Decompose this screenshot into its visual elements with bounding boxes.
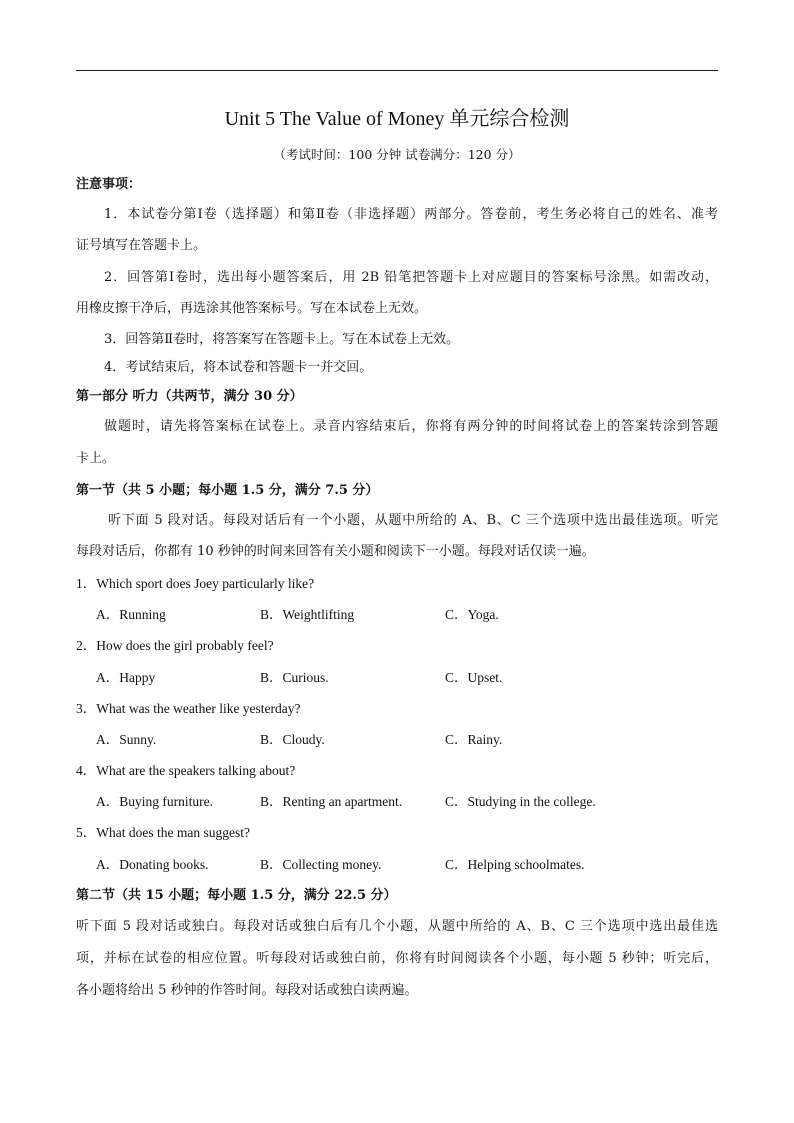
- question-5-stem: 5．What does the man suggest?: [76, 825, 250, 840]
- question-2-stem: 2．How does the girl probably feel?: [76, 638, 274, 653]
- section1-heading: 第一节（共 5 小题；每小题 1.5 分，满分 7.5 分）: [76, 483, 379, 498]
- header-rule: [76, 70, 718, 71]
- question-3-stem: 3．What was the weather like yesterday?: [76, 701, 301, 716]
- question-3-option-a: A．Sunny.: [96, 732, 157, 747]
- question-2-option-b: B．Curious.: [260, 670, 329, 685]
- question-3-option-c: C．Rainy.: [445, 732, 503, 747]
- part1-heading: 第一部分 听力（共两节，满分 30 分）: [76, 389, 303, 404]
- section1-intro-line-1: 听下面 5 段对话。每段对话后有一个小题，从题中所给的 A、B、C 三个选项中选出最佳选项。听完: [108, 513, 718, 528]
- question-1-option-b: B．Weightlifting: [260, 607, 355, 622]
- notice-item-3: 3．回答第Ⅱ卷时，将答案写在答题卡上。写在本试卷上无效。: [104, 332, 460, 347]
- section2-intro-line-3: 各小题将给出 5 秒钟的作答时间。每段对话或独白读两遍。: [76, 983, 418, 998]
- section1-intro-line-2: 每段对话后，你都有 10 秒钟的时间来回答有关小题和阅读下一小题。每段对话仅读一遍。: [76, 544, 595, 559]
- notice-item-2-line-1: 2．回答第Ⅰ卷时，选出每小题答案后，用 2B 铅笔把答题卡上对应题目的答案标号涂黑。如需改动，: [104, 270, 718, 285]
- question-4-option-c: C．Studying in the college.: [445, 794, 596, 809]
- notice-item-1-line-2: 证号填写在答题卡上。: [76, 238, 207, 253]
- question-4-option-a: A．Buying furniture.: [96, 794, 213, 809]
- notice-item-1-line-1: 1．本试卷分第Ⅰ卷（选择题）和第Ⅱ卷（非选择题）两部分。答卷前，考生务必将自己的姓名、准考: [104, 207, 718, 222]
- question-5-option-a: A．Donating books.: [96, 857, 209, 872]
- page-title: Unit 5 The Value of Money 单元综合检测: [224, 108, 570, 130]
- question-1-stem: 1．Which sport does Joey particularly like?: [76, 576, 315, 591]
- question-3-option-b: B．Cloudy.: [260, 732, 325, 747]
- section2-intro-line-2: 项，并标在试卷的相应位置。听每段对话或独白前，你将有时间阅读各个小题，每小题 5 秒钟；听完后，: [76, 951, 718, 966]
- question-2-option-c: C．Upset.: [445, 670, 503, 685]
- part1-intro-line-2: 卡上。: [76, 451, 116, 466]
- notice-item-4: 4．考试结束后，将本试卷和答题卡一并交回。: [104, 360, 373, 375]
- notice-heading: 注意事项：: [76, 177, 142, 192]
- question-2-option-a: A．Happy: [96, 670, 156, 685]
- question-4-stem: 4．What are the speakers talking about?: [76, 763, 296, 778]
- notice-item-2-line-2: 用橡皮擦干净后，再选涂其他答案标号。写在本试卷上无效。: [76, 301, 428, 316]
- section2-intro-line-1: 听下面 5 段对话或独白。每段对话或独白后有几个小题，从题中所给的 A、B、C 三个选项中选出最佳选: [76, 919, 718, 934]
- question-5-option-c: C．Helping schoolmates.: [445, 857, 585, 872]
- question-1-option-c: C．Yoga.: [445, 607, 499, 622]
- section2-heading: 第二节（共 15 小题；每小题 1.5 分，满分 22.5 分）: [76, 888, 397, 903]
- question-5-option-b: B．Collecting money.: [260, 857, 382, 872]
- exam-info: （考试时间：100 分钟 试卷满分：120 分）: [273, 147, 521, 162]
- question-1-option-a: A．Running: [96, 607, 166, 622]
- part1-intro-line-1: 做题时，请先将答案标在试卷上。录音内容结束后，你将有两分钟的时间将试卷上的答案转涂到答题: [104, 419, 718, 434]
- question-4-option-b: B．Renting an apartment.: [260, 794, 403, 809]
